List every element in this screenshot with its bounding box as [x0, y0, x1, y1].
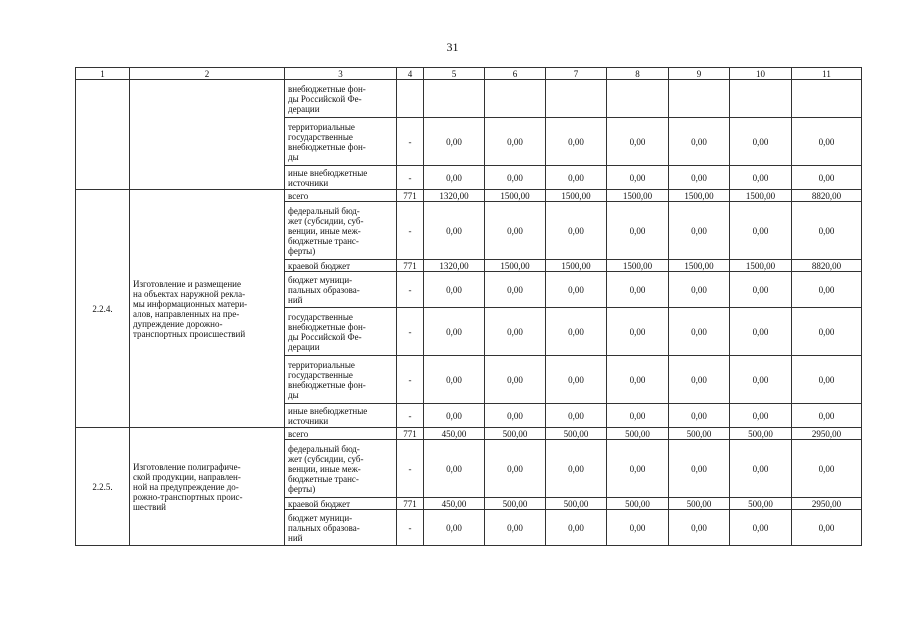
- amount-cell: 0,00: [669, 510, 730, 546]
- amount-cell: 1500,00: [546, 190, 607, 202]
- amount-cell: 0,00: [546, 202, 607, 260]
- amount-cell: 0,00: [730, 404, 792, 428]
- amount-cell: 0,00: [485, 308, 546, 356]
- amount-cell: 0,00: [546, 440, 607, 498]
- amount-cell: 0,00: [424, 404, 485, 428]
- amount-cell: 8820,00: [792, 260, 862, 272]
- budget-code-cell: 771: [397, 428, 424, 440]
- amount-cell: 0,00: [792, 510, 862, 546]
- amount-cell: 0,00: [485, 510, 546, 546]
- funding-source: федеральный бюд- жет (субсидии, суб- венции, иные меж- бюджетные транс- ферты): [285, 440, 397, 498]
- amount-cell: 0,00: [669, 440, 730, 498]
- funding-source: краевой бюджет: [285, 498, 397, 510]
- budget-code-cell: 771: [397, 498, 424, 510]
- amount-cell: 0,00: [730, 166, 792, 190]
- funding-source: государственные внебюджетные фон- ды Российской Фе- дерации: [285, 308, 397, 356]
- amount-cell: 500,00: [607, 428, 669, 440]
- amount-cell: 0,00: [730, 118, 792, 166]
- funding-source: иные внебюджетные источники: [285, 404, 397, 428]
- budget-code-cell: -: [397, 510, 424, 546]
- amount-cell: 0,00: [546, 166, 607, 190]
- amount-cell: 0,00: [669, 118, 730, 166]
- item-name: [130, 80, 285, 190]
- amount-cell: 1500,00: [669, 190, 730, 202]
- budget-code-cell: -: [397, 118, 424, 166]
- amount-cell: [792, 80, 862, 118]
- funding-source: территориальные государственные внебюджетные фон- ды: [285, 118, 397, 166]
- amount-cell: 500,00: [607, 498, 669, 510]
- amount-cell: 0,00: [792, 272, 862, 308]
- amount-cell: 0,00: [546, 118, 607, 166]
- amount-cell: 0,00: [607, 272, 669, 308]
- amount-cell: 0,00: [424, 166, 485, 190]
- table-body: [76, 80, 862, 546]
- amount-cell: 0,00: [607, 510, 669, 546]
- amount-cell: 0,00: [424, 308, 485, 356]
- amount-cell: 2950,00: [792, 428, 862, 440]
- amount-cell: 500,00: [546, 498, 607, 510]
- amount-cell: [730, 80, 792, 118]
- column-header: 8: [607, 68, 669, 80]
- amount-cell: 1500,00: [485, 260, 546, 272]
- amount-cell: 0,00: [546, 272, 607, 308]
- amount-cell: 0,00: [485, 166, 546, 190]
- amount-cell: 0,00: [792, 166, 862, 190]
- amount-cell: 0,00: [424, 272, 485, 308]
- funding-source: внебюджетные фон- ды Российской Фе- дерации: [285, 80, 397, 118]
- column-header: 5: [424, 68, 485, 80]
- budget-table: [75, 67, 862, 546]
- amount-cell: 1500,00: [485, 190, 546, 202]
- amount-cell: 450,00: [424, 498, 485, 510]
- table-row: [76, 80, 862, 118]
- amount-cell: 0,00: [730, 308, 792, 356]
- amount-cell: 1320,00: [424, 190, 485, 202]
- amount-cell: 0,00: [730, 510, 792, 546]
- amount-cell: 0,00: [424, 356, 485, 404]
- amount-cell: 0,00: [485, 202, 546, 260]
- column-header: 4: [397, 68, 424, 80]
- budget-code-cell: [397, 80, 424, 118]
- amount-cell: 0,00: [607, 308, 669, 356]
- amount-cell: 1500,00: [730, 260, 792, 272]
- amount-cell: 0,00: [424, 440, 485, 498]
- amount-cell: 0,00: [485, 404, 546, 428]
- funding-source: территориальные государственные внебюджетные фон- ды: [285, 356, 397, 404]
- item-code: 2.2.5.: [76, 428, 130, 546]
- column-header: 10: [730, 68, 792, 80]
- column-header: 6: [485, 68, 546, 80]
- column-header: 11: [792, 68, 862, 80]
- amount-cell: [424, 80, 485, 118]
- amount-cell: 450,00: [424, 428, 485, 440]
- amount-cell: 0,00: [730, 440, 792, 498]
- budget-code-cell: -: [397, 440, 424, 498]
- amount-cell: 500,00: [485, 498, 546, 510]
- amount-cell: 0,00: [607, 166, 669, 190]
- item-name: Изготовление полиграфиче- ской продукции, направлен- ной на предупреждение до- рожно-транспортных проис- шествий: [130, 428, 285, 546]
- amount-cell: 0,00: [607, 356, 669, 404]
- funding-source: бюджет муници- пальных образова- ний: [285, 272, 397, 308]
- amount-cell: 0,00: [546, 404, 607, 428]
- column-header: 9: [669, 68, 730, 80]
- amount-cell: 1320,00: [424, 260, 485, 272]
- amount-cell: 0,00: [669, 272, 730, 308]
- amount-cell: 500,00: [669, 428, 730, 440]
- amount-cell: 500,00: [485, 428, 546, 440]
- amount-cell: 0,00: [730, 272, 792, 308]
- amount-cell: 0,00: [485, 118, 546, 166]
- amount-cell: 500,00: [669, 498, 730, 510]
- amount-cell: 0,00: [546, 510, 607, 546]
- column-header: 2: [130, 68, 285, 80]
- amount-cell: 500,00: [730, 498, 792, 510]
- page-number: 31: [446, 40, 459, 54]
- budget-code-cell: -: [397, 356, 424, 404]
- amount-cell: 0,00: [669, 202, 730, 260]
- amount-cell: 0,00: [424, 510, 485, 546]
- amount-cell: 0,00: [730, 356, 792, 404]
- amount-cell: 1500,00: [607, 260, 669, 272]
- amount-cell: 8820,00: [792, 190, 862, 202]
- amount-cell: [607, 80, 669, 118]
- column-header: 3: [285, 68, 397, 80]
- amount-cell: 1500,00: [546, 260, 607, 272]
- amount-cell: [669, 80, 730, 118]
- amount-cell: 0,00: [792, 202, 862, 260]
- item-code: 2.2.4.: [76, 190, 130, 428]
- amount-cell: 0,00: [607, 440, 669, 498]
- column-header: 7: [546, 68, 607, 80]
- budget-code-cell: -: [397, 404, 424, 428]
- amount-cell: 0,00: [607, 404, 669, 428]
- funding-source: бюджет муници- пальных образова- ний: [285, 510, 397, 546]
- amount-cell: 500,00: [730, 428, 792, 440]
- amount-cell: 1500,00: [669, 260, 730, 272]
- amount-cell: [485, 80, 546, 118]
- amount-cell: 0,00: [792, 356, 862, 404]
- amount-cell: 2950,00: [792, 498, 862, 510]
- amount-cell: 0,00: [792, 404, 862, 428]
- table-row: [76, 190, 862, 202]
- item-name: Изготовление и размещение на объектах наружной рекла- мы информационных матери- алов, направленных на пре- дупреждение дорожно- транспортных происшествий: [130, 190, 285, 428]
- amount-cell: 0,00: [669, 356, 730, 404]
- amount-cell: 0,00: [546, 356, 607, 404]
- amount-cell: 500,00: [546, 428, 607, 440]
- budget-code-cell: 771: [397, 260, 424, 272]
- amount-cell: 0,00: [485, 440, 546, 498]
- amount-cell: 0,00: [669, 166, 730, 190]
- funding-source: всего: [285, 190, 397, 202]
- amount-cell: 0,00: [730, 202, 792, 260]
- amount-cell: 0,00: [792, 440, 862, 498]
- amount-cell: 0,00: [546, 308, 607, 356]
- amount-cell: 1500,00: [607, 190, 669, 202]
- amount-cell: [546, 80, 607, 118]
- amount-cell: 0,00: [669, 308, 730, 356]
- budget-code-cell: 771: [397, 190, 424, 202]
- amount-cell: 0,00: [792, 118, 862, 166]
- amount-cell: 0,00: [424, 118, 485, 166]
- amount-cell: 0,00: [607, 118, 669, 166]
- funding-source: всего: [285, 428, 397, 440]
- funding-source: федеральный бюд- жет (субсидии, суб- венции, иные меж- бюджетные транс- ферты): [285, 202, 397, 260]
- amount-cell: 1500,00: [730, 190, 792, 202]
- amount-cell: 0,00: [485, 356, 546, 404]
- funding-source: краевой бюджет: [285, 260, 397, 272]
- amount-cell: 0,00: [485, 272, 546, 308]
- budget-code-cell: -: [397, 202, 424, 260]
- amount-cell: 0,00: [792, 308, 862, 356]
- amount-cell: 0,00: [607, 202, 669, 260]
- item-code: [76, 80, 130, 190]
- amount-cell: 0,00: [669, 404, 730, 428]
- table-row: [76, 428, 862, 440]
- budget-code-cell: -: [397, 166, 424, 190]
- column-header: 1: [76, 68, 130, 80]
- column-number-row: [76, 68, 862, 80]
- budget-code-cell: -: [397, 272, 424, 308]
- budget-code-cell: -: [397, 308, 424, 356]
- amount-cell: 0,00: [424, 202, 485, 260]
- funding-source: иные внебюджетные источники: [285, 166, 397, 190]
